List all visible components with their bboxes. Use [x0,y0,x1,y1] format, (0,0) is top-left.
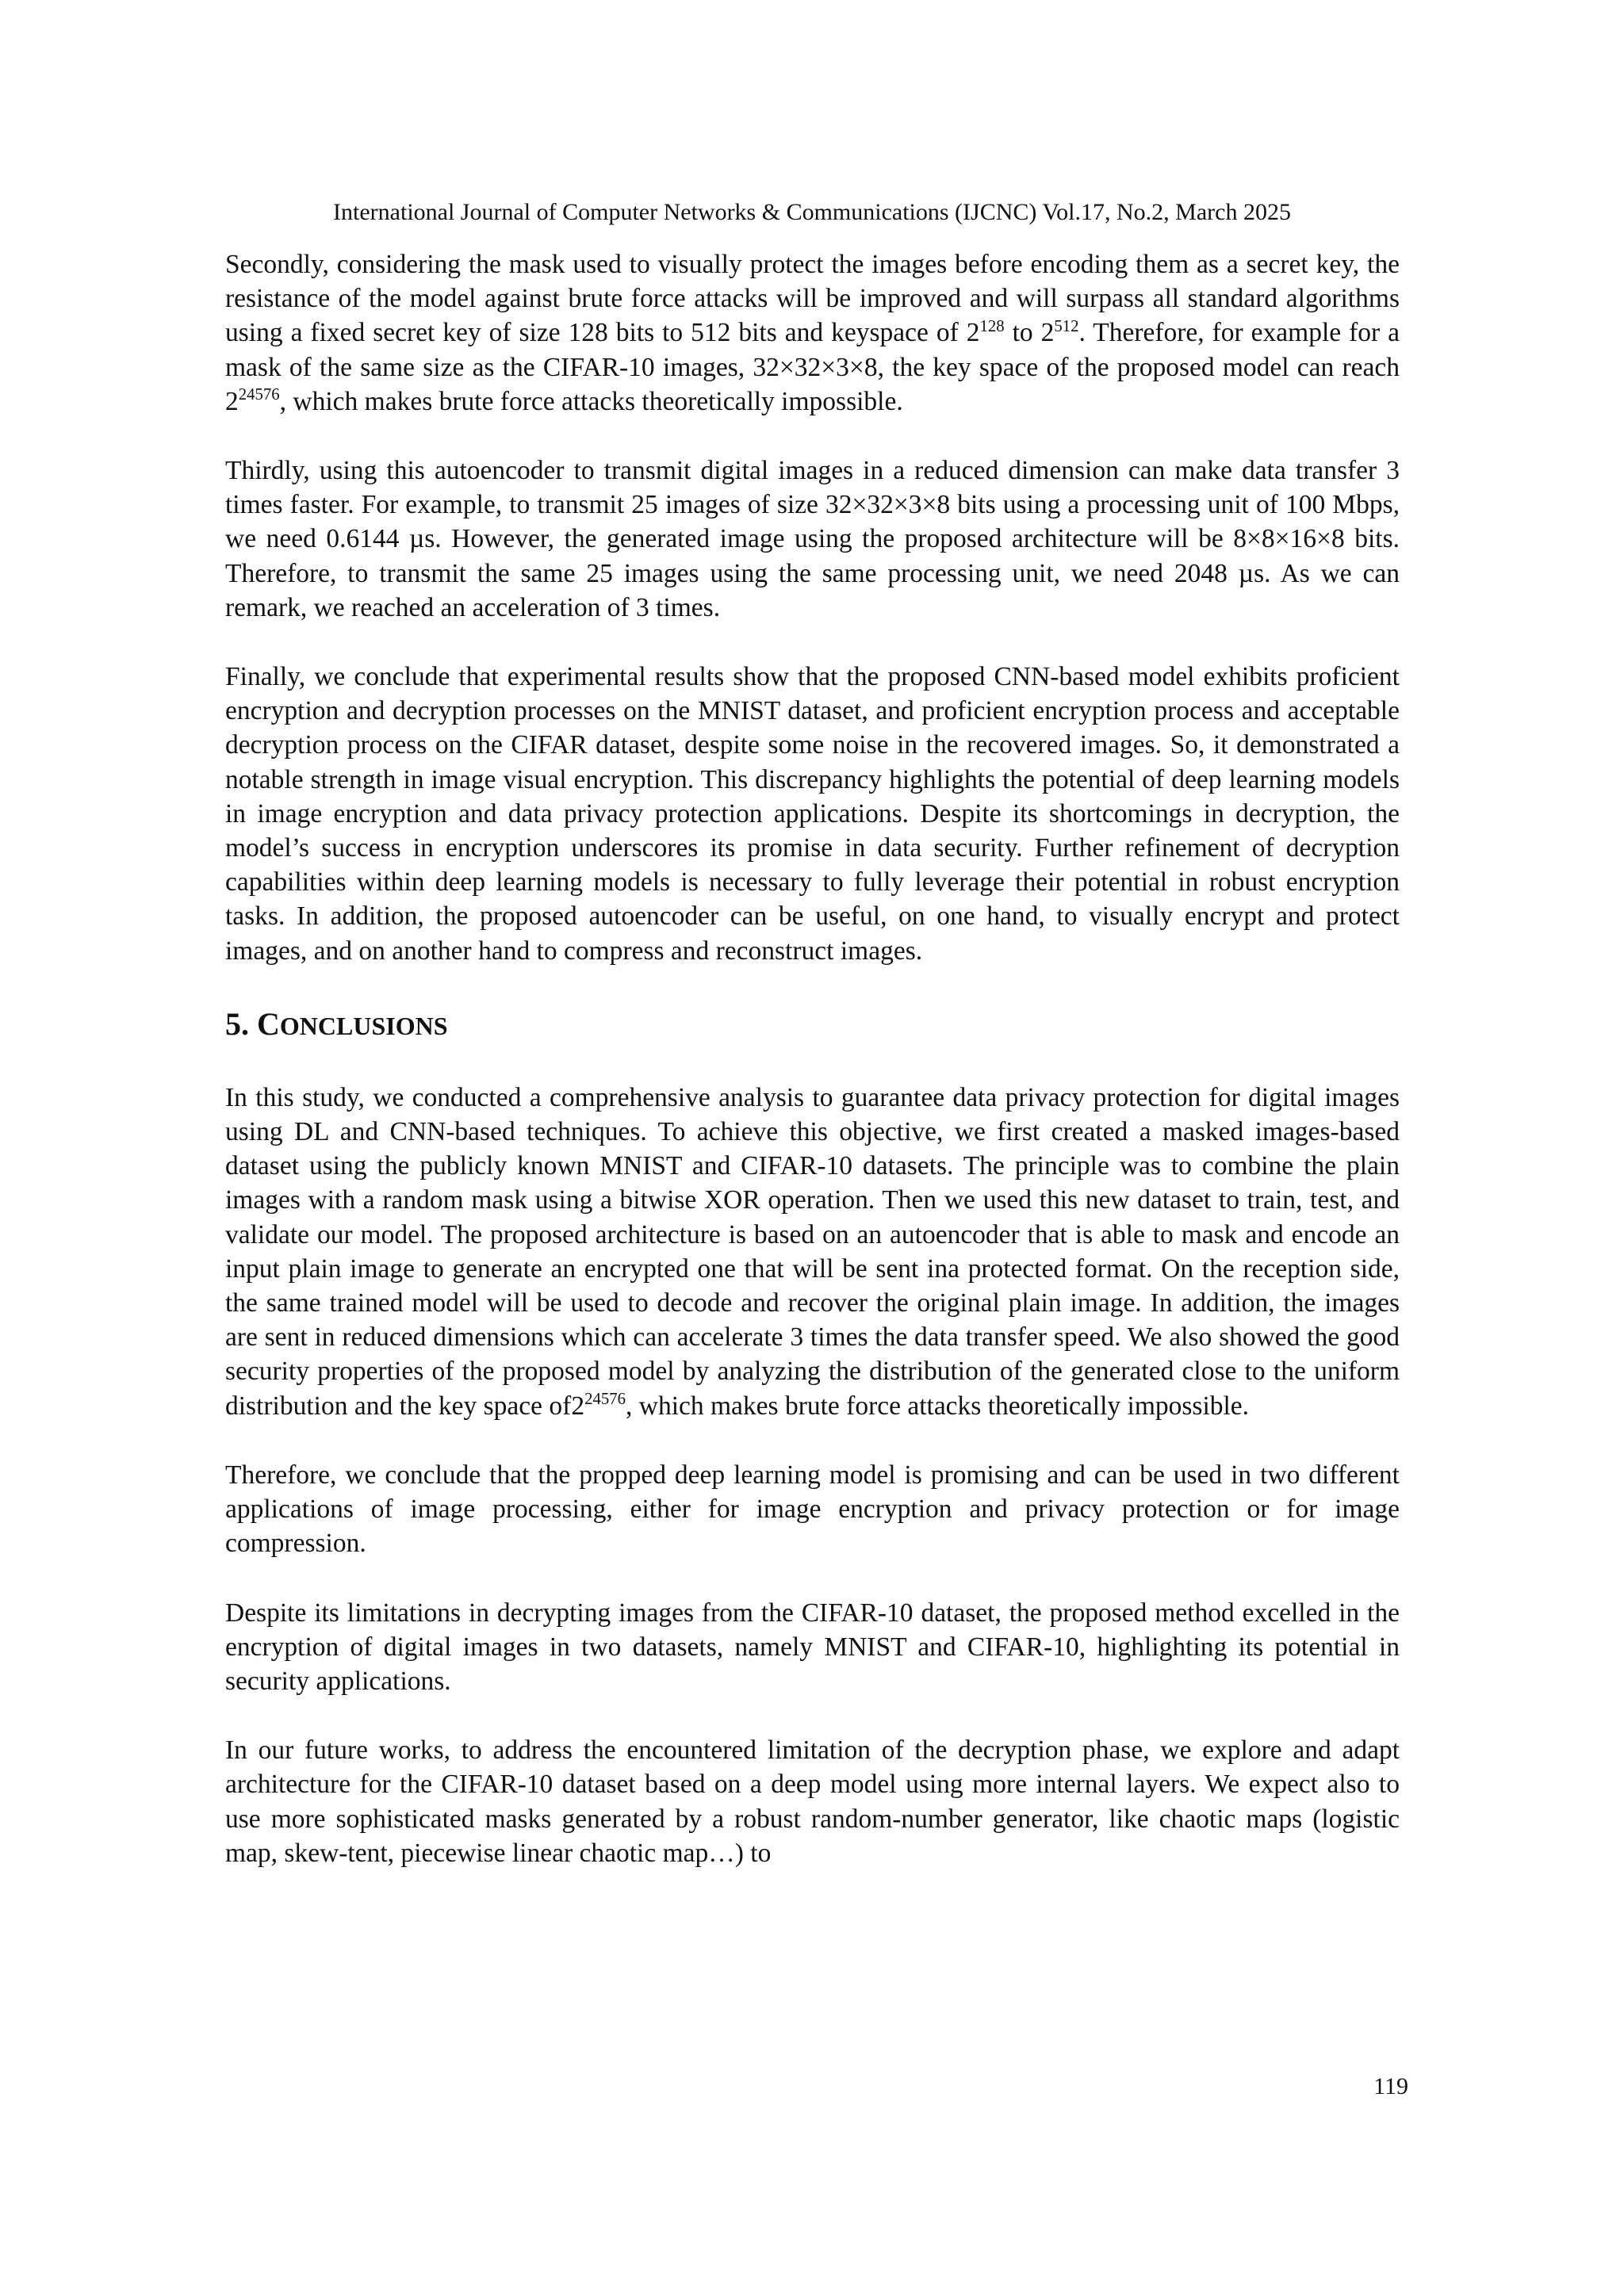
paragraph-future-work: In our future works, to address the encountered limitation of the decryption phase, we explore and adapt architecture for the CIFAR-10 dataset based on a deep model using more internal layers. We expect also to use more sophisticated masks generated by a robust random-number generator, like chaotic maps (logistic map, skew-tent, piecewise linear chaotic map…) to [225,1735,1400,1868]
paragraph-text: In this study, we conducted a comprehensive analysis to guarantee data privacy protection for digital images using DL and CNN-based techniques. To achieve this objective, we first created a masked images-based dataset using the publicly known MNIST and CIFAR-10 datasets. The principle was to combine the plain images with a random mask using a bitwise XOR operation. Then we used this new dataset to train, test, and validate our model. The proposed architecture is based on an autoencoder that is able to mask and encode an input plain image to generate an encrypted one that will be sent ina protected format. On the reception side, the same trained model will be used to decode and recover the original plain image. In addition, the images are sent in reduced dimensions which can accelerate 3 times the data transfer speed. We also showed the good security properties of the proposed model by analyzing the distribution of the generated close to the uniform distribution and the key space of2 [225,1082,1400,1421]
paragraph-transfer-speed: Thirdly, using this autoencoder to transmit digital images in a reduced dimension can make data transfer 3 times faster. For example, to transmit 25 images of size 32×32×3×8 bits using a processing unit of 100 Mbps, we need 0.6144 µs. However, the generated image using the proposed architecture will be 8×8×16×8 bits. Therefore, to transmit the same 25 images using the same processing unit, we need 2048 µs. As we can remark, we reached an acceleration of 3 times. [225,456,1400,622]
paragraph-conclusion: Therefore, we conclude that the propped deep learning model is promising and can be used in two different applications of image processing, either for image encryption and privacy protection or for image compression. [225,1460,1400,1559]
superscript-exponent: 128 [979,316,1005,335]
paragraph-results-summary: Finally, we conclude that experimental results show that the proposed CNN-based model exhibits proficient encryption and decryption processes on the MNIST dataset, and proficient encryption process and acceptable decryption process on the CIFAR dataset, despite some noise in the recovered images. So, it demonstrated a notable strength in image visual encryption. This discrepancy highlights the potential of deep learning models in image encryption and data privacy protection applications. Despite its shortcomings in decryption, the model’s success in encryption underscores its promise in data security. Further refinement of decryption capabilities within deep learning models is necessary to fully leverage their potential in robust encryption tasks. In addition, the proposed autoencoder can be useful, on one hand, to visually encrypt and protect images, and on another hand to compress and reconstruct images. [225,662,1400,966]
superscript-exponent: 24576 [584,1389,626,1408]
running-header: International Journal of Computer Networks & Communications (IJCNC) Vol.17, No.2, March 2025 [333,199,1291,225]
page-number: 119 [1373,2073,1408,2099]
paragraph-key-space [225,247,1400,419]
section-heading-number: 5. C [225,1005,280,1042]
paragraph-text: Secondly, considering the mask used to visually protect the images before encoding them as a secret key, the resistance of the model against brute force attacks will be improved and will surpass all standard algorithms using a fixed secret key of size 128 bits to 512 bits and keyspace of 2 [225,250,1400,348]
section-heading-title: ONCLUSIONS [279,1011,448,1040]
paragraph-text: , which makes brute force attacks theoretically impossible. [279,386,903,416]
paragraph-text: , which makes brute force attacks theoretically impossible. [626,1391,1250,1421]
paragraph-text: to 2 [1004,318,1055,348]
page-body [225,247,1400,1905]
superscript-exponent: 24576 [238,385,280,404]
paragraph-limitations: Despite its limitations in decrypting images from the CIFAR-10 dataset, the proposed method excelled in the encryption of digital images in two datasets, namely MNIST and CIFAR-10, highlighting its potential in security applications. [225,1598,1400,1696]
section-heading-conclusions [225,1003,1400,1046]
paragraph-text: . Therefore, for example for a mask of the same size as the CIFAR-10 images, 32×32×3×8, the key space of the proposed model can reach 2 [225,318,1400,416]
paragraph-study-summary [225,1081,1400,1423]
superscript-exponent: 512 [1054,316,1079,335]
